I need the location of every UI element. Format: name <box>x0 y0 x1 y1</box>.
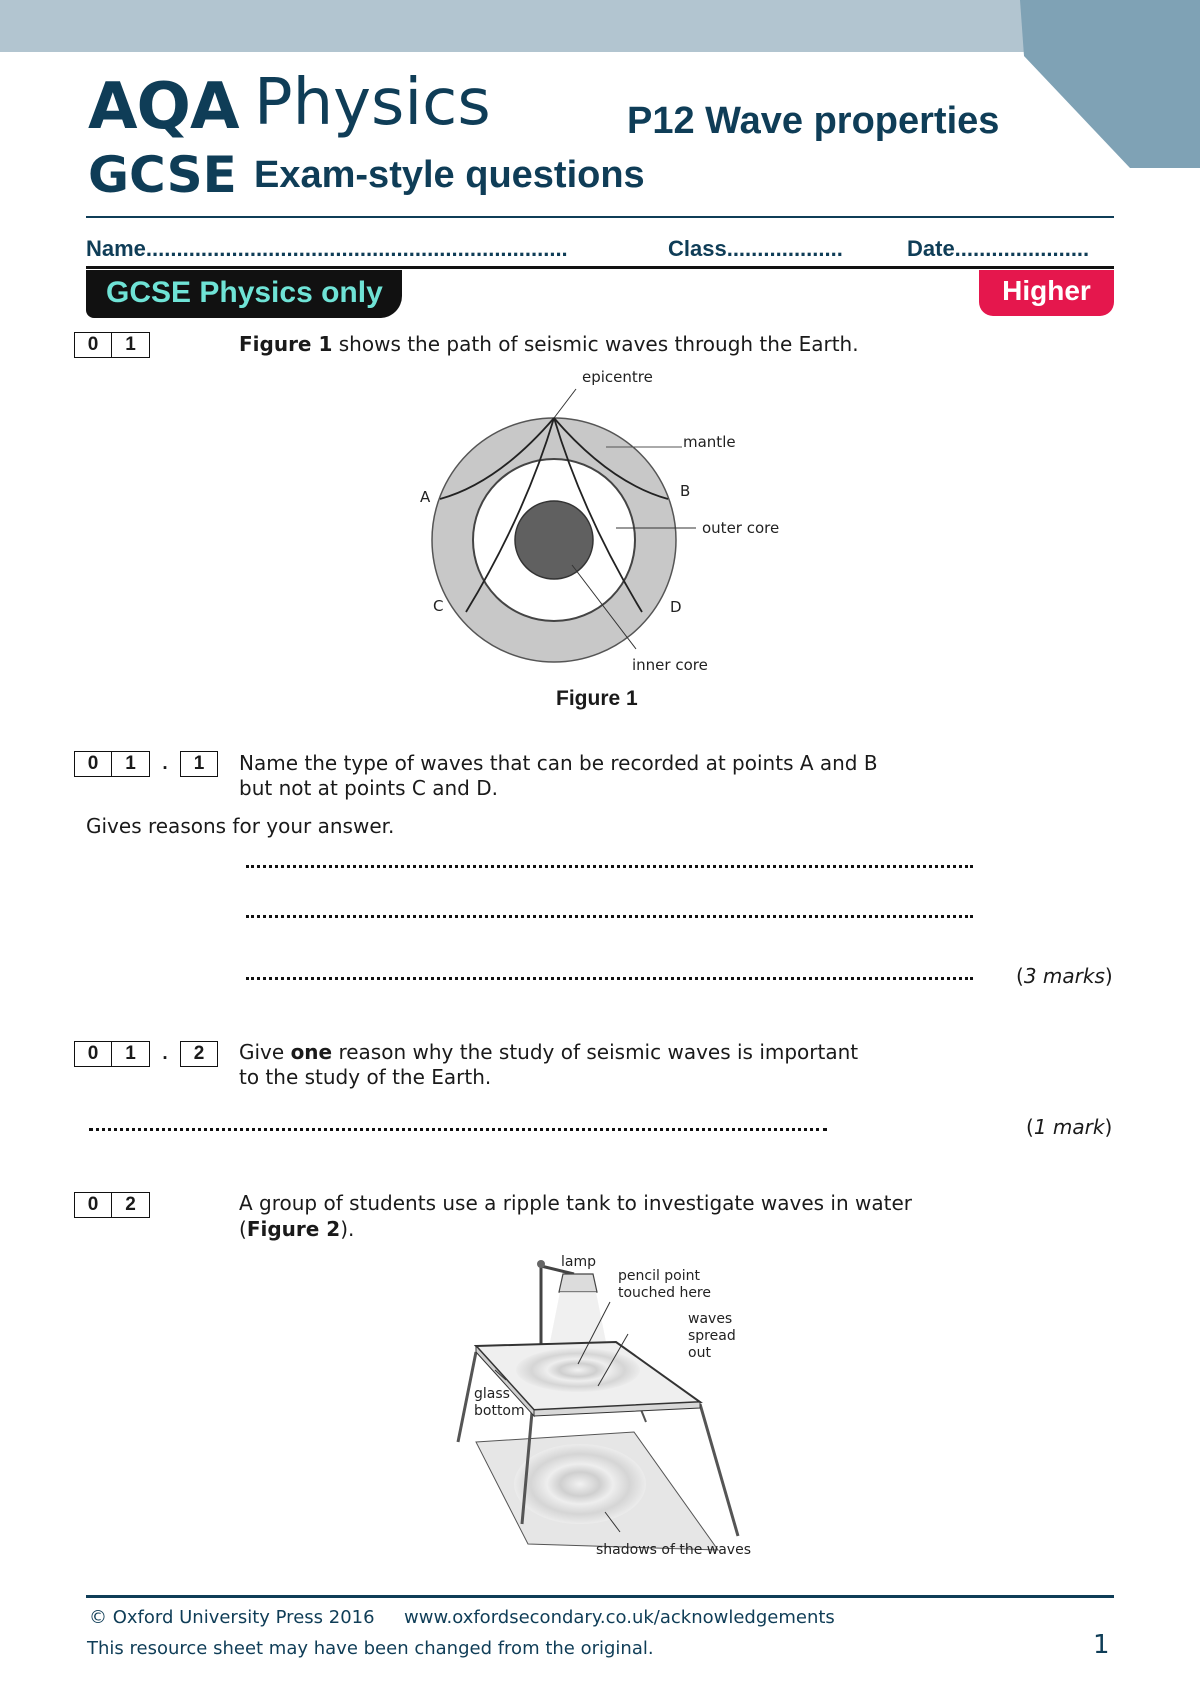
question-number-01-2 <box>74 1041 218 1067</box>
corner-decoration <box>1020 0 1200 168</box>
figure-1-seismic-diagram <box>410 365 810 677</box>
q02-figure-ref: (Figure 2). <box>239 1217 355 1241</box>
q01-1-reason: Gives reasons for your answer. <box>86 814 395 838</box>
q01-2-text-post: reason why the study of seismic waves is important to the study of the Earth. <box>239 1040 859 1089</box>
qnum-separator: . <box>162 753 168 774</box>
qnum-digit: 2 <box>180 1041 218 1067</box>
answer-line[interactable] <box>89 1128 827 1131</box>
header-divider <box>86 216 1114 218</box>
question-number-01-1 <box>74 751 218 777</box>
name-field[interactable]: Name..................................................................... <box>86 236 568 261</box>
q01-intro <box>239 332 879 357</box>
label-glass: glass <box>474 1386 510 1402</box>
label-pencil-point: pencil point <box>618 1268 701 1284</box>
figure-1-caption: Figure 1 <box>556 687 638 710</box>
label-bottom: bottom <box>474 1403 525 1419</box>
page-subtitle: Exam-style questions <box>254 154 645 196</box>
label-lamp: lamp <box>561 1254 596 1270</box>
question-number-02 <box>74 1192 150 1218</box>
answer-line[interactable] <box>246 977 973 980</box>
q01-1-text: Name the type of waves that can be recorded at points A and B but not at points C and D. <box>239 751 878 800</box>
label-touched-here: touched here <box>618 1285 711 1301</box>
qnum-digit: 1 <box>112 332 150 358</box>
label-b: B <box>680 482 691 500</box>
figure-2-ripple-tank <box>450 1252 770 1562</box>
q01-2-text <box>239 1040 879 1090</box>
brand-logo: AQA <box>88 70 239 144</box>
marks-text: 3 marks <box>1023 964 1105 988</box>
label-outer-core: outer core <box>702 519 780 537</box>
footer-divider <box>86 1595 1114 1598</box>
q01-intro-text: shows the path of seismic waves through the Earth. <box>332 332 859 356</box>
figure-ref: Figure 1 <box>239 332 333 356</box>
page-number: 1 <box>1093 1630 1110 1660</box>
q02-text: A group of students use a ripple tank to investigate waves in water <box>239 1191 913 1215</box>
footer-note: This resource sheet may have been changed from the original. <box>87 1638 654 1659</box>
label-mantle: mantle <box>683 433 736 451</box>
figure-2-ref: Figure 2 <box>246 1217 341 1241</box>
q01-2-text-bold: one <box>290 1040 333 1064</box>
marks-q01-1: (3 marks) <box>1016 964 1113 988</box>
question-number-01 <box>74 332 150 358</box>
qnum-digit: 0 <box>74 751 112 777</box>
marks-text: 1 mark <box>1033 1115 1105 1139</box>
qnum-separator: . <box>162 1043 168 1064</box>
footer-copyright: © Oxford University Press 2016 <box>89 1607 375 1628</box>
physics-only-badge <box>86 270 402 318</box>
qnum-digit: 1 <box>112 1041 150 1067</box>
topic-title: P12 Wave properties <box>627 100 1000 142</box>
qnum-digit: 1 <box>180 751 218 777</box>
label-shadows: shadows of the waves <box>596 1542 751 1558</box>
answer-line[interactable] <box>246 865 973 868</box>
qnum-digit: 0 <box>74 1041 112 1067</box>
footer-url[interactable]: www.oxfordsecondary.co.uk/acknowledgements <box>404 1607 835 1628</box>
higher-tier-label: Higher <box>1002 275 1091 306</box>
label-spread: spread <box>688 1328 736 1344</box>
qnum-digit: 0 <box>74 1192 112 1218</box>
label-out: out <box>688 1345 711 1361</box>
physics-only-label: GCSE Physics only <box>106 276 383 309</box>
qnum-digit: 1 <box>112 751 150 777</box>
label-epicentre: epicentre <box>582 368 653 386</box>
q01-2-text-pre: Give <box>239 1040 291 1064</box>
marks-q01-2: (1 mark) <box>1026 1115 1113 1139</box>
answer-line[interactable] <box>246 915 973 918</box>
qnum-digit: 0 <box>74 332 112 358</box>
subject-title: Physics <box>254 66 491 140</box>
higher-tier-badge <box>979 270 1114 316</box>
date-field[interactable]: Date...................... <box>907 236 1090 261</box>
class-field[interactable]: Class................... <box>668 236 843 261</box>
label-d: D <box>670 598 682 616</box>
level-title: GCSE <box>88 146 237 204</box>
qnum-digit: 2 <box>112 1192 150 1218</box>
label-c: C <box>433 597 444 615</box>
label-inner-core: inner core <box>632 656 708 674</box>
label-a: A <box>420 488 431 506</box>
label-waves: waves <box>688 1311 733 1327</box>
fields-divider <box>86 266 1114 269</box>
